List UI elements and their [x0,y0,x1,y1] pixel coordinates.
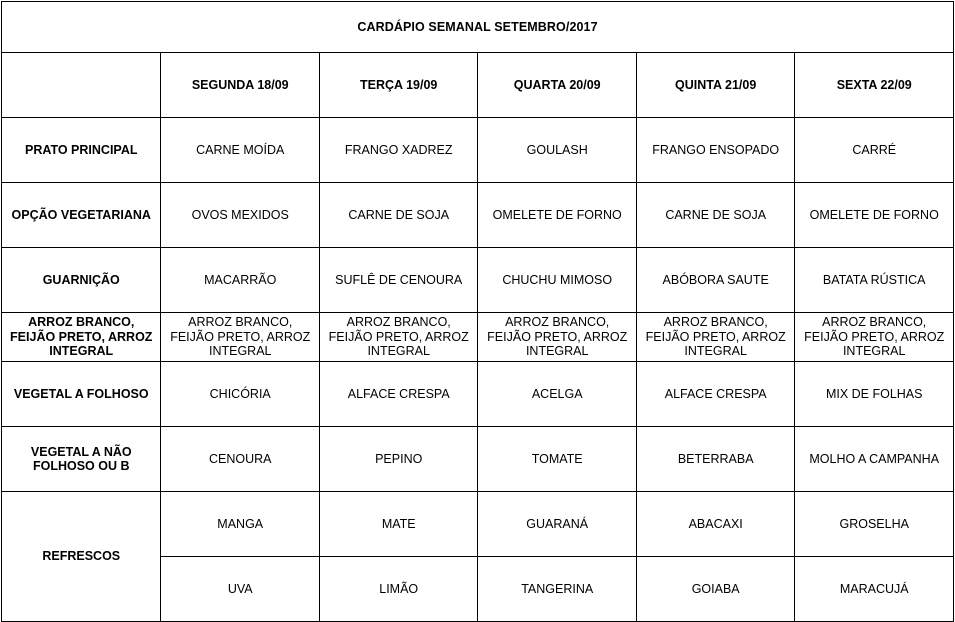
cell-leafy-friday: MIX DE FOLHAS [795,362,954,427]
cell-leafy-thursday: ALFACE CRESPA [636,362,794,427]
cell-rice-beans-friday: ARROZ BRANCO, FEIJÃO PRETO, ARROZ INTEGRAL [795,313,954,362]
page-title: CARDÁPIO SEMANAL SETEMBRO/2017 [2,2,954,53]
cell-side-dish-tuesday: SUFLÊ DE CENOURA [319,248,477,313]
cell-leafy-monday: CHICÓRIA [161,362,319,427]
cell-drink1-monday: MANGA [161,492,319,557]
table-row [2,183,954,248]
header-day-monday: SEGUNDA 18/09 [161,53,319,118]
cell-drink2-friday: MARACUJÁ [795,557,954,622]
cell-main-dish-wednesday: GOULASH [478,118,636,183]
cell-main-dish-thursday: FRANGO ENSOPADO [636,118,794,183]
row-label-side-dish: GUARNIÇÃO [2,248,161,313]
menu-sheet [0,1,955,603]
header-corner-cell [2,53,161,118]
row-label-drinks: REFRESCOS [2,492,161,622]
cell-rice-beans-tuesday: ARROZ BRANCO, FEIJÃO PRETO, ARROZ INTEGRAL [319,313,477,362]
cell-leafy-tuesday: ALFACE CRESPA [319,362,477,427]
row-label-vegetarian-option: OPÇÃO VEGETARIANA [2,183,161,248]
cell-side-dish-friday: BATATA RÚSTICA [795,248,954,313]
cell-vegetarian-tuesday: CARNE DE SOJA [319,183,477,248]
cell-vegetarian-friday: OMELETE DE FORNO [795,183,954,248]
table-row [2,118,954,183]
header-day-thursday: QUINTA 21/09 [636,53,794,118]
cell-drink2-tuesday: LIMÃO [319,557,477,622]
table-row [2,492,954,557]
cell-non-leafy-tuesday: PEPINO [319,427,477,492]
table-row [2,362,954,427]
cell-drink2-monday: UVA [161,557,319,622]
cell-drink2-wednesday: TANGERINA [478,557,636,622]
cell-rice-beans-thursday: ARROZ BRANCO, FEIJÃO PRETO, ARROZ INTEGRAL [636,313,794,362]
cell-main-dish-friday: CARRÉ [795,118,954,183]
row-label-leafy-vegetable: VEGETAL A FOLHOSO [2,362,161,427]
cell-main-dish-monday: CARNE MOÍDA [161,118,319,183]
row-label-rice-beans: ARROZ BRANCO, FEIJÃO PRETO, ARROZ INTEGRAL [2,313,161,362]
cell-side-dish-wednesday: CHUCHU MIMOSO [478,248,636,313]
table-header-row [2,53,954,118]
cell-drink2-thursday: GOIABA [636,557,794,622]
header-day-tuesday: TERÇA 19/09 [319,53,477,118]
cell-non-leafy-wednesday: TOMATE [478,427,636,492]
row-label-non-leafy-vegetable: VEGETAL A NÃO FOLHOSO OU B [2,427,161,492]
cell-rice-beans-monday: ARROZ BRANCO, FEIJÃO PRETO, ARROZ INTEGRAL [161,313,319,362]
cell-non-leafy-friday: MOLHO A CAMPANHA [795,427,954,492]
cell-drink1-wednesday: GUARANÁ [478,492,636,557]
cell-main-dish-tuesday: FRANGO XADREZ [319,118,477,183]
cell-vegetarian-wednesday: OMELETE DE FORNO [478,183,636,248]
cell-drink1-friday: GROSELHA [795,492,954,557]
cell-drink1-tuesday: MATE [319,492,477,557]
cell-non-leafy-monday: CENOURA [161,427,319,492]
table-title-row [2,2,954,53]
cell-leafy-wednesday: ACELGA [478,362,636,427]
cell-rice-beans-wednesday: ARROZ BRANCO, FEIJÃO PRETO, ARROZ INTEGRAL [478,313,636,362]
table-row [2,313,954,362]
header-day-friday: SEXTA 22/09 [795,53,954,118]
row-label-main-dish: PRATO PRINCIPAL [2,118,161,183]
cell-non-leafy-thursday: BETERRABA [636,427,794,492]
table-row [2,248,954,313]
cell-drink1-thursday: ABACAXI [636,492,794,557]
table-row [2,427,954,492]
weekly-menu-table [1,1,954,622]
cell-vegetarian-monday: OVOS MEXIDOS [161,183,319,248]
cell-side-dish-monday: MACARRÃO [161,248,319,313]
cell-side-dish-thursday: ABÓBORA SAUTE [636,248,794,313]
header-day-wednesday: QUARTA 20/09 [478,53,636,118]
cell-vegetarian-thursday: CARNE DE SOJA [636,183,794,248]
